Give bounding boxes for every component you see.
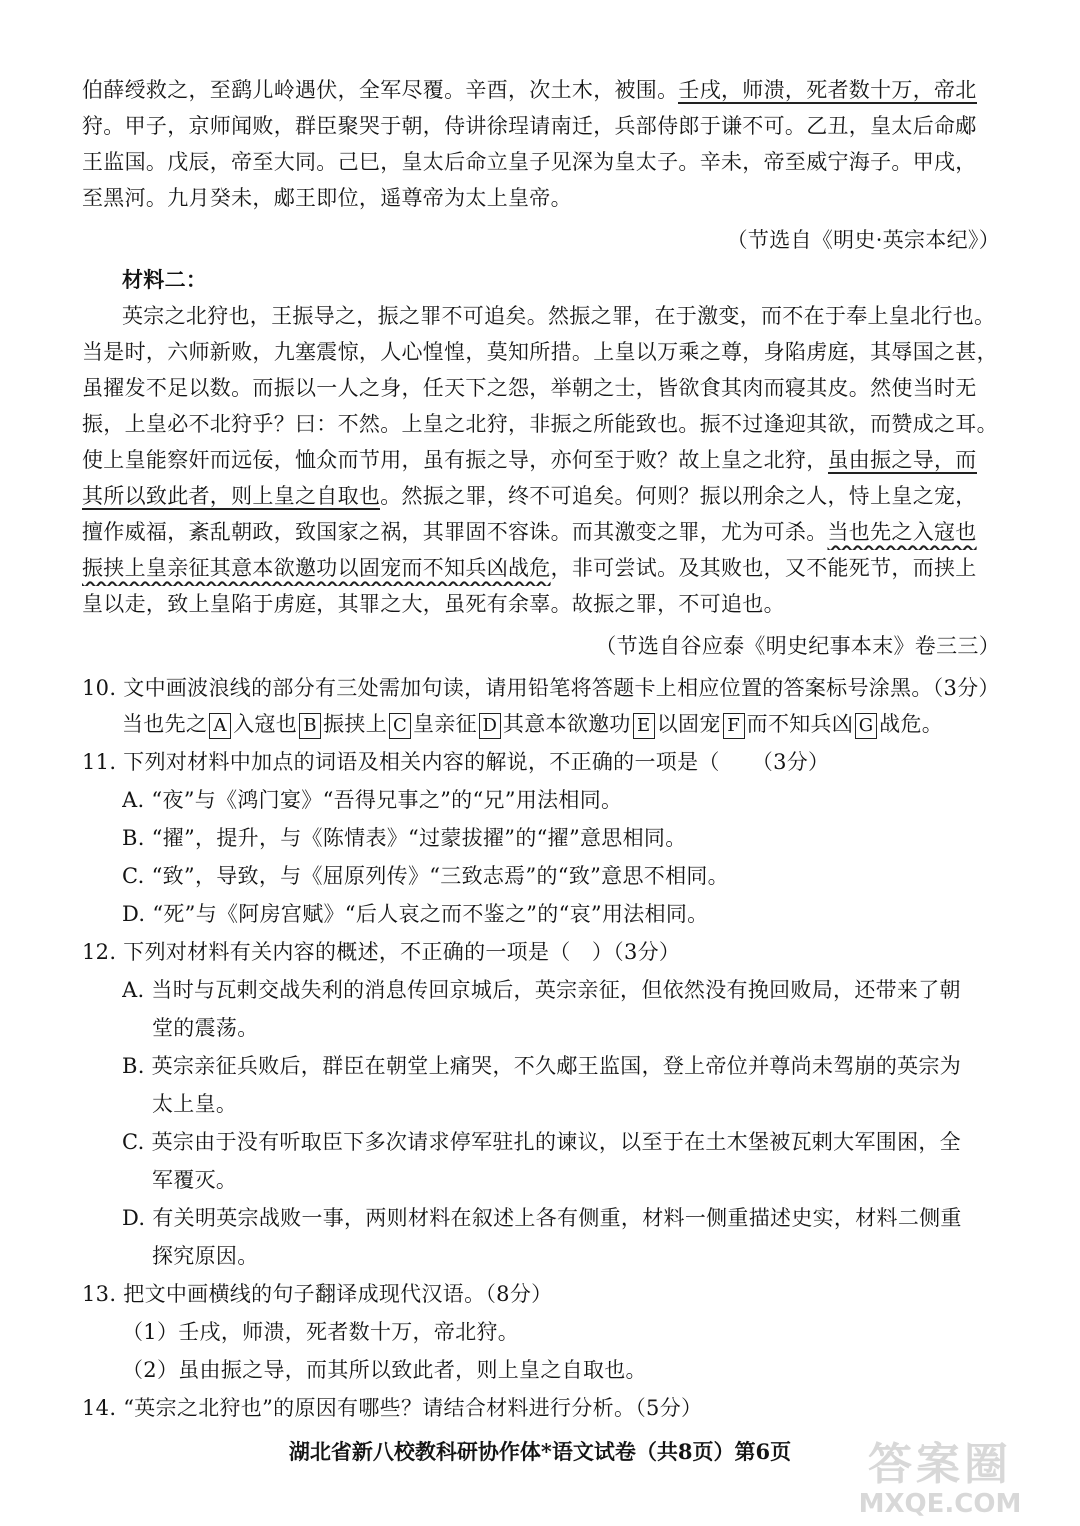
question-10-segments: 当也先之 A 入寇也 B 振挟上 C 皇亲征 D 其意本欲邀功 E 以固宠 F 而不知兵凶 G 战危。: [122, 706, 1002, 742]
question-10: 10. 文中画波浪线的部分有三处需加句读，请用铅笔将答题卡上相应位置的答案标号涂黑。（3分）: [82, 676, 1000, 700]
watermark-logo: 答案圈: [868, 1439, 1012, 1490]
material1-line-4: 至黑河。九月癸未，郕王即位，遥尊帝为太上皇帝。: [82, 186, 572, 210]
material2-line-1: 英宗之北狩也，王振导之，振之罪不可追矣。然振之罪，在于激变，而不在于奉上皇北行也。: [122, 304, 996, 328]
question-11-option-c: C. “致”，导致，与《屈原列传》“三致志焉”的“致”意思不相同。: [122, 864, 729, 888]
material2-line-4: 振，上皇必不北狩乎？曰：不然。上皇之北狩，非振之所能致也。振不过逢迎其欲，而赞成之耳。: [82, 412, 998, 436]
question-12-option-c: C. 英宗由于没有听取臣下多次请求停军驻扎的谏议，以至于在土木堡被瓦剌大军围困，全: [122, 1130, 961, 1154]
question-12-option-a: A. 当时与瓦剌交战失利的消息传回京城后，英宗亲征，但依然没有挽回败局，还带来了朝: [122, 978, 961, 1002]
material1-source: （节选自《明史·英宗本纪》）: [726, 228, 1000, 252]
answer-box-d[interactable]: D: [479, 713, 501, 739]
material2-line-7: 擅作威福，紊乱朝政，致国家之祸，其罪固不容诛。而其激变之罪，尤为可杀。当也先之入寇也: [82, 520, 977, 544]
material1-line-2: 狩。甲子，京师闻败，群臣聚哭于朝，侍讲徐珵请南迁，兵部侍郎于谦不可。乙丑，皇太后命郕: [82, 114, 977, 138]
underlined-sentence-2a: 虽由振之导，而: [827, 448, 977, 472]
material2-line-9: 皇以走，致上皇陷于虏庭，其罪之大，虽死有余辜。故振之罪，不可追也。: [82, 592, 785, 616]
answer-box-f[interactable]: F: [723, 713, 745, 739]
question-12-option-d: D. 有关明英宗战败一事，两则材料在叙述上各有侧重，材料一侧重描述史实，材料二侧重: [122, 1206, 962, 1230]
question-12-option-d-cont: 探究原因。: [152, 1244, 259, 1268]
question-12-option-b: B. 英宗亲征兵败后，群臣在朝堂上痛哭，不久郕王监国，登上帝位并尊尚未驾崩的英宗为: [122, 1054, 962, 1078]
question-11-option-b: B. “擢”，提升，与《陈情表》“过蒙拔擢”的“擢”意思相同。: [122, 826, 687, 850]
wavy-passage-a: 当也先之入寇也: [827, 520, 977, 544]
question-12-option-b-cont: 太上皇。: [152, 1092, 238, 1116]
material1-line-1: 伯薛绶救之，至鹞儿岭遇伏，全军尽覆。辛酉，次土木，被围。壬戌，师溃，死者数十万，帝北: [82, 78, 977, 102]
page-footer: 湖北省新八校教科研协作体*语文试卷（共8页）第6页: [288, 1439, 792, 1464]
underlined-sentence-1a: 壬戌，师溃，死者数十万，帝北: [678, 78, 977, 102]
material2-source: （节选自谷应泰《明史纪事本末》卷三三）: [595, 634, 1000, 658]
question-14: 14. “英宗之北狩也”的原因有哪些？请结合材料进行分析。（5分）: [82, 1396, 703, 1420]
question-12: 12. 下列对材料有关内容的概述，不正确的一项是（ ）（3分）: [82, 940, 681, 964]
question-13-item-1: （1）壬戌，师溃，死者数十万，帝北狩。: [122, 1320, 520, 1344]
question-11: 11. 下列对材料中加点的词语及相关内容的解说，不正确的一项是（ （3分）: [82, 750, 830, 774]
question-12-option-c-cont: 军覆灭。: [152, 1168, 238, 1192]
material2-heading: 材料二：: [122, 267, 208, 292]
underlined-sentence-2b: 其所以致此者，则上皇之自取也: [82, 484, 381, 508]
watermark: [840, 1440, 1040, 1520]
question-11-option-a: A. “夜”与《鸿门宴》“吾得兄事之”的“兄”用法相同。: [122, 788, 623, 812]
material2-line-2: 当是时，六师新败，九塞震惊，人心惶惶，莫知所措。上皇以万乘之尊，身陷虏庭，其辱国之甚，: [82, 340, 998, 364]
answer-box-b[interactable]: B: [299, 713, 321, 739]
question-13-item-2: （2）虽由振之导，而其所以致此者，则上皇之自取也。: [122, 1358, 647, 1382]
answer-box-g[interactable]: G: [855, 713, 877, 739]
material2-line-5: 使上皇能察奸而远佞，恤众而节用，虽有振之导，亦何至于败？故上皇之北狩，虽由振之导，而: [82, 448, 977, 472]
wavy-passage-b: 振挟上皇亲征其意本欲邀功以固宠而不知兵凶战危: [82, 556, 551, 580]
question-13: 13. 把文中画横线的句子翻译成现代汉语。（8分）: [82, 1282, 553, 1306]
watermark-url: MXQE.COM: [858, 1489, 1022, 1519]
material1-line-3: 王监国。戊辰，帝至大同。己巳，皇太后命立皇子见深为皇太子。辛未，帝至威宁海子。甲戌，: [82, 150, 977, 174]
answer-box-a[interactable]: A: [209, 713, 231, 739]
answer-box-e[interactable]: E: [633, 713, 655, 739]
question-12-option-a-cont: 堂的震荡。: [152, 1016, 259, 1040]
material2-line-3: 虽擢发不足以数。而振以一人之身，任天下之怨，举朝之士，皆欲食其肉而寝其皮。然使当时无: [82, 376, 977, 400]
answer-box-c[interactable]: C: [389, 713, 411, 739]
material2-line-6: 其所以致此者，则上皇之自取也。然振之罪，终不可追矣。何则？振以刑余之人，恃上皇之宠，: [82, 484, 977, 508]
question-11-option-d: D. “死”与《阿房宫赋》“后人哀之而不鉴之”的“哀”用法相同。: [122, 902, 709, 926]
material2-line-8: 振挟上皇亲征其意本欲邀功以固宠而不知兵凶战危，非可尝试。及其败也，又不能死节，而挟上: [82, 556, 977, 580]
